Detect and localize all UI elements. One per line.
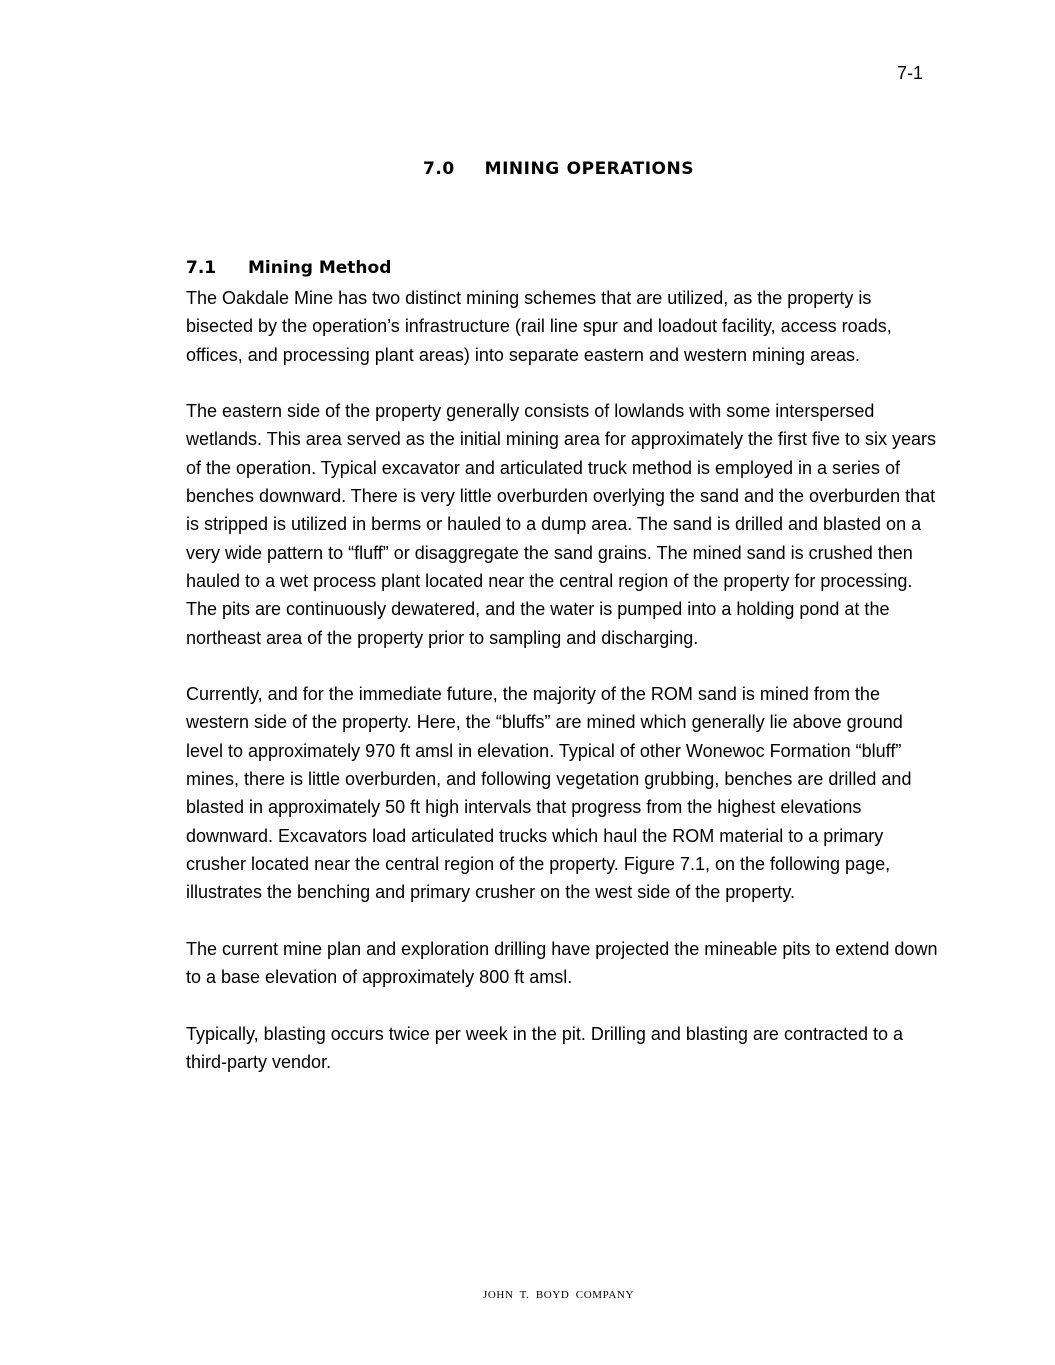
- paragraph: Currently, and for the immediate future, the majority of the ROM sand is mined from the western side of the property. Here, the “bluffs” are mined which generally lie above ground level to approximately 970 ft amsl in elevation. Typical of other Wonewoc Formation “bluff” mines, there is little overburden, and following vegetation grubbing, benches are drilled and blasted in approximately 50 ft high intervals that progress from the highest elevations downward. Excavators load articulated trucks which haul the ROM material to a primary crusher located near the central region of the property. Figure 7.1, on the following page, illustrates the benching and primary crusher on the west side of the property.: [186, 684, 912, 903]
- chapter-number: 7.0: [423, 159, 455, 179]
- chapter-title: [0, 157, 1055, 181]
- body-text: [186, 284, 938, 1105]
- paragraph: Typically, blasting occurs twice per week in the pit. Drilling and blasting are contracted to a third-party vendor.: [186, 1023, 904, 1073]
- paragraph: The current mine plan and exploration drilling have projected the mineable pits to extend down to a base elevation of approximately 800 ft amsl.: [186, 938, 938, 988]
- chapter-title-word-1: MINING: [484, 159, 560, 179]
- section-heading: [186, 256, 391, 280]
- section-number: 7.1: [186, 258, 217, 278]
- section-title: Mining Method: [248, 258, 392, 278]
- paragraph: The eastern side of the property generally consists of lowlands with some interspersed wetlands. This area served as the initial mining area for approximately the first five to six years of the operation. Typical excavator and articulated truck method is employed in a series of benches downward. There is very little overburden overlying the sand and the overburden that is stripped is utilized in berms or hauled to a dump area. The sand is drilled and blasted on a very wide pattern to “fluff” or disaggregate the sand grains. The mined sand is crushed then hauled to a wet process plant located near the central region of the property for processing. The pits are continuously dewatered, and the water is pumped into a holding pond at the northeast area of the property prior to sampling and discharging.: [186, 401, 937, 648]
- page-footer: JOHN T. BOYD COMPANY: [483, 1289, 634, 1301]
- chapter-title-word-2: OPERATIONS: [566, 159, 694, 179]
- paragraph: The Oakdale Mine has two distinct mining schemes that are utilized, as the property is bisected by the operation’s infrastructure (rail line spur and loadout facility, access roads, offices, and processing plant areas) into separate eastern and western mining areas.: [186, 288, 892, 365]
- page-number: 7-1: [897, 63, 924, 83]
